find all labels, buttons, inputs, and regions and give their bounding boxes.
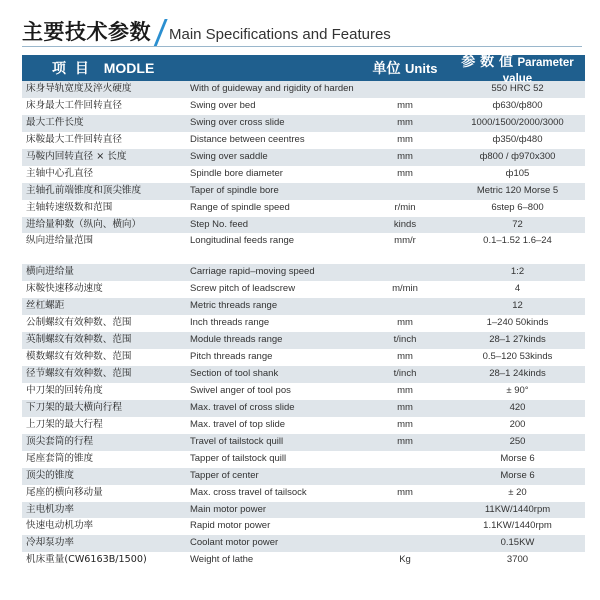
- spec-unit: mm: [397, 133, 413, 145]
- spec-name-cn: 径节螺纹有效种数、范围: [26, 368, 132, 379]
- spec-value: ± 90°: [506, 384, 529, 396]
- slash-decoration-icon: [155, 19, 166, 45]
- spec-name-cn: 尾座套筒的锥度: [26, 452, 94, 464]
- spec-value: Metric 120 Morse 5: [476, 184, 559, 196]
- header-unit-en: Units: [405, 61, 438, 76]
- spec-name-cn: 进给量种数（纵向、横向）: [26, 218, 142, 230]
- spec-name-cn: 快速电动机功率: [26, 520, 94, 532]
- spec-name-cn: 横向进给量: [26, 266, 74, 278]
- spec-value: 4: [514, 283, 521, 295]
- spec-value: 420: [509, 401, 526, 413]
- table-row: [22, 485, 585, 502]
- spec-name-cn: 床鞍快速移动速度: [26, 283, 103, 295]
- spec-value: 1:2: [510, 266, 525, 278]
- spec-name-cn: 公制螺纹有效种数、范围: [26, 317, 132, 329]
- table-row: [22, 217, 585, 234]
- table-row: [22, 383, 585, 400]
- spec-name-cn: 床鞍最大工件回转直径: [26, 133, 122, 145]
- table-row: [22, 98, 585, 115]
- heading-en: Main Specifications and Features: [169, 26, 391, 43]
- spec-name-en: Coolant motor power: [190, 537, 279, 549]
- spec-value: 72: [512, 218, 523, 230]
- spec-name-en: Screw pitch of leadscrew: [190, 283, 296, 295]
- table-row: [22, 132, 585, 149]
- table-row: [22, 366, 585, 383]
- spec-unit: t/inch: [393, 368, 417, 379]
- spec-name-en: Taper of spindle bore: [190, 184, 279, 196]
- spec-name-cn: 下刀架的最大横向行程: [26, 401, 122, 413]
- spec-unit: mm: [397, 150, 413, 162]
- spec-value: 1.1KW/1440rpm: [483, 520, 552, 532]
- spec-value: 3700: [506, 554, 529, 566]
- heading-rule: [22, 46, 582, 47]
- spec-name-cn: 主轴中心孔直径: [26, 167, 94, 179]
- table-row: [22, 298, 585, 315]
- spec-table: [22, 55, 585, 569]
- spec-value: 250: [509, 435, 526, 447]
- spec-unit: r/min: [394, 201, 416, 213]
- spec-name-en: With of guideway and rigidity of harden: [190, 83, 354, 94]
- spec-unit: mm: [397, 435, 413, 447]
- spec-unit: mm: [397, 317, 413, 329]
- spec-unit: Kg: [399, 554, 411, 566]
- spec-name-en: Max. cross travel of tailsock: [190, 486, 307, 498]
- table-row: [22, 183, 585, 200]
- spec-value: ф350/ф480: [492, 133, 543, 145]
- table-row: [22, 200, 585, 217]
- spec-name-en: Main motor power: [190, 503, 267, 515]
- spec-value: 28–1 24kinds: [489, 368, 546, 379]
- heading-cn: 主要技术参数: [22, 20, 151, 44]
- table-row: [22, 468, 585, 485]
- table-row: [22, 233, 585, 250]
- spec-name-en: Distance between ceentres: [190, 133, 305, 145]
- spec-value: ± 20: [508, 486, 527, 498]
- spec-name-cn: 模数螺纹有效种数、范围: [26, 351, 132, 363]
- spec-name-cn: 床身导轨宽度及淬火硬度: [26, 83, 132, 94]
- spec-name-en: Swing over cross slide: [190, 116, 285, 128]
- spec-unit: mm: [397, 99, 413, 111]
- table-row: [22, 281, 585, 298]
- spec-unit: kinds: [393, 218, 417, 230]
- spec-unit: mm: [397, 116, 413, 128]
- spec-name-en: Rapid motor power: [190, 520, 271, 532]
- spec-name-en: Swing over saddle: [190, 150, 268, 162]
- spec-name-en: Weight of lathe: [190, 554, 254, 566]
- spec-name-cn: 中刀架的回转角度: [26, 384, 103, 396]
- spec-name-en: Pitch threads range: [190, 351, 273, 363]
- spec-group-1: [22, 81, 585, 250]
- table-row: [22, 417, 585, 434]
- spec-name-en: Max. travel of cross slide: [190, 401, 295, 413]
- spec-name-en: Swivel anger of tool pos: [190, 384, 291, 396]
- spec-name-cn: 冷却泵功率: [26, 537, 74, 549]
- spec-unit: mm/r: [394, 235, 416, 247]
- spec-name-en: Travel of tailstock quill: [190, 435, 284, 447]
- header-model: [22, 58, 190, 78]
- header-unit: [360, 58, 450, 78]
- spec-name-cn: 床身最大工件回转直径: [26, 99, 122, 111]
- spec-value: Morse 6: [500, 452, 535, 464]
- spec-name-en: Section of tool shank: [190, 368, 279, 379]
- header-param-en: Parameter value: [502, 56, 574, 85]
- spec-unit: mm: [397, 401, 413, 413]
- header-model-en: MODLE: [103, 60, 155, 76]
- spec-name-en: Max. travel of top slide: [190, 418, 286, 430]
- spec-name-en: Spindle bore diameter: [190, 167, 283, 179]
- spec-value: 0.15KW: [500, 537, 535, 549]
- spec-name-cn: 尾座的横向移动量: [26, 486, 103, 498]
- table-row: [22, 349, 585, 366]
- spec-unit: mm: [397, 418, 413, 430]
- spec-name-cn: 最大工件长度: [26, 116, 84, 128]
- spec-name-cn: 主轴孔前端锥度和顶尖锥度: [26, 184, 142, 196]
- spec-value: 1000/1500/2000/3000: [471, 116, 564, 128]
- table-row: [22, 166, 585, 183]
- table-row: [22, 81, 585, 98]
- table-row: [22, 502, 585, 519]
- header-param-cn: 参 数 值: [461, 53, 513, 70]
- spec-name-cn: 顶尖的锥度: [26, 469, 74, 481]
- spec-name-en: Carriage rapid–moving speed: [190, 266, 315, 278]
- spec-name-en: Tapper of tailstock quill: [190, 452, 287, 464]
- spec-name-en: Inch threads range: [190, 317, 270, 329]
- spec-name-cn: 纵向进给量范围: [26, 235, 94, 247]
- table-row: [22, 315, 585, 332]
- spec-unit: mm: [397, 384, 413, 396]
- spec-name-en: Step No. feed: [190, 218, 249, 230]
- table-row: [22, 451, 585, 468]
- table-row: [22, 552, 585, 569]
- spec-value: 28–1 27kinds: [489, 334, 546, 346]
- spec-name-en: Longitudinal feeds range: [190, 235, 295, 247]
- spec-value: 6step 6–800: [491, 201, 544, 213]
- group-gap: [22, 250, 585, 264]
- table-row: [22, 115, 585, 132]
- spec-value: ф630/ф800: [492, 99, 543, 111]
- header-model-cn: 项 目: [52, 61, 91, 77]
- spec-unit: m/min: [392, 283, 418, 295]
- spec-unit: mm: [397, 167, 413, 179]
- spec-name-en: Range of spindle speed: [190, 201, 290, 213]
- spec-name-en: Swing over bed: [190, 99, 256, 111]
- page-heading: [22, 14, 391, 46]
- spec-name-cn: 顶尖套筒的行程: [26, 435, 94, 447]
- spec-name-cn: 丝杠螺距: [26, 300, 65, 312]
- spec-value: 0.1–1.52 1.6–24: [483, 235, 552, 247]
- spec-value: 0.5–120 53kinds: [482, 351, 553, 363]
- spec-name-cn: 上刀架的最大行程: [26, 418, 103, 430]
- spec-value: 12: [512, 300, 523, 312]
- spec-value: 200: [509, 418, 526, 430]
- spec-value: ф105: [505, 167, 530, 179]
- spec-group-2: [22, 264, 585, 569]
- spec-value: ф800 / ф970x300: [479, 150, 556, 162]
- spec-name-en: Tapper of center: [190, 469, 259, 481]
- table-row: [22, 264, 585, 281]
- spec-name-en: Metric threads range: [190, 300, 278, 312]
- spec-unit: mm: [397, 351, 413, 363]
- spec-name-cn: 主轴转速级数和范围: [26, 201, 113, 213]
- table-row: [22, 400, 585, 417]
- spec-name-cn: 机床重量(CW6163B/1500): [26, 554, 147, 566]
- spec-name-cn: 主电机功率: [26, 503, 74, 515]
- table-row: [22, 518, 585, 535]
- spec-name-cn: 英制螺纹有效种数、范围: [26, 334, 132, 346]
- table-row: [22, 434, 585, 451]
- spec-value: 1–240 50kinds: [486, 317, 549, 329]
- spec-value: Morse 6: [500, 469, 535, 481]
- spec-unit: t/inch: [393, 334, 417, 346]
- spec-name-en: Module threads range: [190, 334, 283, 346]
- spec-unit: mm: [397, 486, 413, 498]
- table-row: [22, 332, 585, 349]
- spec-name-cn: 马鞍内回转直径 × 长度: [26, 150, 127, 162]
- header-unit-cn: 单位: [372, 61, 401, 77]
- table-header: [22, 53, 585, 85]
- table-row: [22, 149, 585, 166]
- table-row: [22, 535, 585, 552]
- spec-value: 11KW/1440rpm: [484, 503, 551, 515]
- spec-value: 550 HRC 52: [491, 83, 544, 94]
